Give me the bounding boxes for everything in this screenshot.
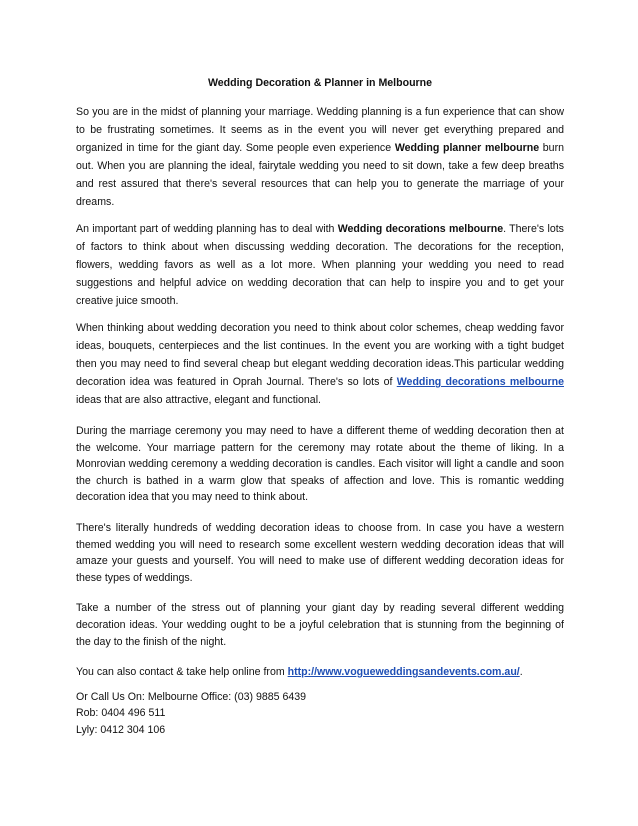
paragraph-hundreds: There's literally hundreds of wedding decoration ideas to choose from. In case you have a western themed wedding you will need to research some excellent western wedding decoration ideas that will amaze your guests and yourself. You will need to make use of different wedding decoration ideas for these types of weddings.	[76, 521, 564, 584]
paragraph-decorations-text-b: . There's lots of factors to think about when discussing wedding decoration. The decorations for the reception, flowers, wedding favors as well as a lot more. When planning your wedding you need to read suggestions and helpful advice on wedding decoration that can help to inspire you and to get your creative juice smooth.	[76, 223, 564, 307]
bold-wedding-decorations: Wedding decorations melbourne	[337, 223, 504, 235]
contact-rob: Rob: 0404 496 511	[76, 707, 166, 720]
document-title: Wedding Decoration & Planner in Melbourne	[207, 77, 433, 89]
paragraph-ceremony: During the marriage ceremony you may need to have a different theme of wedding decoration then at the welcome. Your marriage pattern for the ceremony may rotate about the theme of liking. In a Monrovian wedding ceremony a wedding decoration is candles. Each visitor will light a candle and soon the church is bathed in a warm glow that speaks of affection and love. This is romantic wedding decoration idea that you may need to think about.	[76, 425, 564, 504]
contact-office: Or Call Us On: Melbourne Office: (03) 9885 6439	[76, 690, 307, 703]
paragraph-intro	[76, 103, 564, 211]
paragraph-ideas	[76, 319, 564, 409]
paragraph-decorations-text-a: An important part of wedding planning has to deal with	[76, 223, 338, 235]
paragraph-contact-online	[76, 664, 564, 681]
paragraph-ideas-text-a: When thinking about wedding decoration you need to think about color schemes, cheap wedding favor ideas, bouquets, centerpieces and the list continues. In the event you are working with a tight budget then you may need to find several cheap but elegant wedding decoration ideas.This particular wedding decoration idea was featured in Oprah Journal. There's so lots of	[76, 322, 564, 388]
paragraph-ideas-text-b: ideas that are also attractive, elegant and functional.	[76, 394, 321, 406]
contact-online-period: .	[519, 666, 523, 679]
contact-block	[76, 689, 564, 739]
paragraph-decorations	[76, 220, 564, 310]
website-link[interactable]: http://www.vogueweddingsandevents.com.au/	[287, 666, 520, 679]
wedding-decorations-link[interactable]: Wedding decorations melbourne	[396, 376, 564, 388]
paragraph-intro-text-a: So you are in the midst of planning your marriage. Wedding planning is a fun experience that can show to be frustrating sometimes. It seems as in the event you will never get everything prepared and organized in time for the giant day. Some people even experience	[76, 106, 564, 154]
paragraph-intro-text-b: burn out. When you are planning the ideal, fairytale wedding you need to sit down, take a few deep breaths and rest assured that there's several resources that can help you to generate the marriage of your dreams.	[76, 142, 564, 208]
document-page	[76, 74, 564, 739]
paragraph-stress: Take a number of the stress out of planning your giant day by reading several different wedding decoration ideas. Your wedding ought to be a joyful celebration that is stunning from the beginning of the day to the finish of the night.	[76, 602, 564, 648]
contact-online-text: You can also contact & take help online from	[76, 666, 288, 679]
bold-wedding-planner: Wedding planner melbourne	[394, 142, 540, 154]
contact-lyly: Lyly: 0412 304 106	[76, 723, 166, 736]
